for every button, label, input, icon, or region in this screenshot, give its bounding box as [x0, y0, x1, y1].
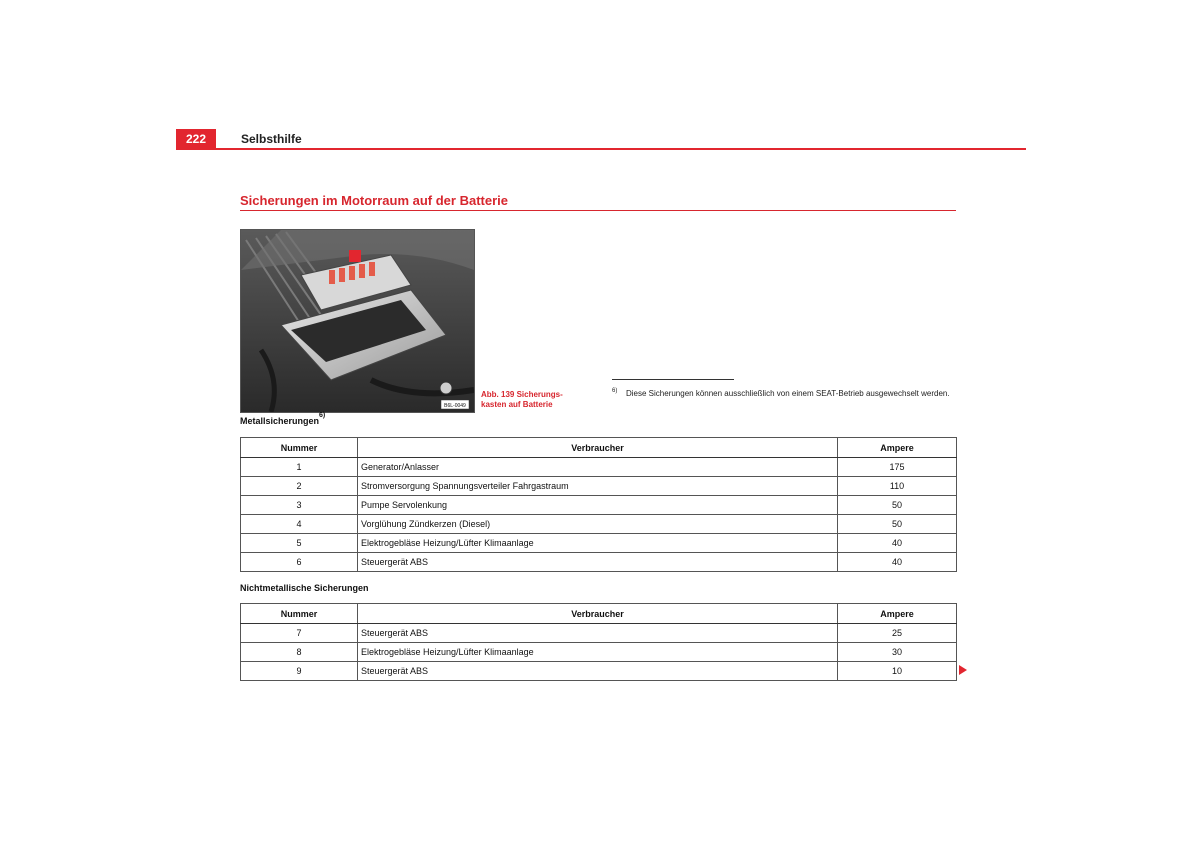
cell-ampere: 175 [838, 458, 957, 477]
table-row [241, 534, 957, 553]
figure-caption-line1: Abb. 139 Sicherungs- [481, 390, 563, 399]
cell-number: 8 [241, 643, 358, 662]
column-header-ampere: Ampere [838, 438, 957, 458]
cell-ampere: 10 [838, 662, 957, 681]
table-row [241, 515, 957, 534]
cell-consumer: Steuergerät ABS [358, 553, 838, 572]
nonmetal-fuses-table [240, 603, 957, 681]
cell-ampere: 110 [838, 477, 957, 496]
metal-fuses-table [240, 437, 957, 572]
table-row [241, 458, 957, 477]
cell-number: 3 [241, 496, 358, 515]
column-header-consumer: Verbraucher [358, 438, 838, 458]
table-row [241, 662, 957, 681]
nonmetal-table-heading: Nichtmetallische Sicherungen [240, 583, 369, 593]
table-row [241, 624, 957, 643]
figure-caption [481, 390, 581, 410]
figure-caption-line2: kasten auf Batterie [481, 400, 553, 409]
cell-number: 6 [241, 553, 358, 572]
cell-consumer: Steuergerät ABS [358, 662, 838, 681]
table-row [241, 553, 957, 572]
cell-consumer: Elektrogebläse Heizung/Lüfter Klimaanlage [358, 643, 838, 662]
footnote-marker: 6) [612, 388, 618, 394]
cell-consumer: Generator/Anlasser [358, 458, 838, 477]
column-header-number: Nummer [241, 438, 358, 458]
column-header-number: Nummer [241, 604, 358, 624]
continue-arrow-icon [959, 665, 967, 675]
cell-ampere: 50 [838, 496, 957, 515]
column-header-consumer: Verbraucher [358, 604, 838, 624]
footnote [612, 388, 956, 399]
cell-ampere: 40 [838, 534, 957, 553]
cell-ampere: 50 [838, 515, 957, 534]
cell-ampere: 30 [838, 643, 957, 662]
cell-consumer: Elektrogebläse Heizung/Lüfter Klimaanlage [358, 534, 838, 553]
table-row [241, 643, 957, 662]
cell-number: 9 [241, 662, 358, 681]
table-row [241, 496, 957, 515]
metal-table-heading [240, 412, 326, 426]
metal-table-heading-text: Metallsicherungen [240, 416, 320, 426]
cell-number: 5 [241, 534, 358, 553]
footnote-rule [612, 379, 734, 380]
cell-ampere: 25 [838, 624, 957, 643]
cell-consumer: Stromversorgung Spannungsverteiler Fahrgastraum [358, 477, 838, 496]
cell-number: 7 [241, 624, 358, 643]
metal-table-heading-marker: 6) [319, 412, 326, 419]
section-title: Sicherungen im Motorraum auf der Batterie [240, 193, 508, 208]
fuse-box-photo [240, 229, 475, 413]
column-header-ampere: Ampere [838, 604, 957, 624]
cell-number: 2 [241, 477, 358, 496]
cell-consumer: Vorglühung Zündkerzen (Diesel) [358, 515, 838, 534]
header-rule [176, 148, 1026, 150]
page-number: 222 [176, 129, 216, 149]
footnote-text: Diese Sicherungen können ausschließlich von einem SEAT-Betrieb ausgewechselt werden. [626, 389, 950, 398]
table-row [241, 477, 957, 496]
image-code: B6L-0049 [444, 403, 466, 409]
cell-number: 4 [241, 515, 358, 534]
cell-number: 1 [241, 458, 358, 477]
section-rule [240, 210, 956, 211]
cell-ampere: 40 [838, 553, 957, 572]
chapter-title: Selbsthilfe [241, 132, 302, 146]
cell-consumer: Pumpe Servolenkung [358, 496, 838, 515]
cell-consumer: Steuergerät ABS [358, 624, 838, 643]
